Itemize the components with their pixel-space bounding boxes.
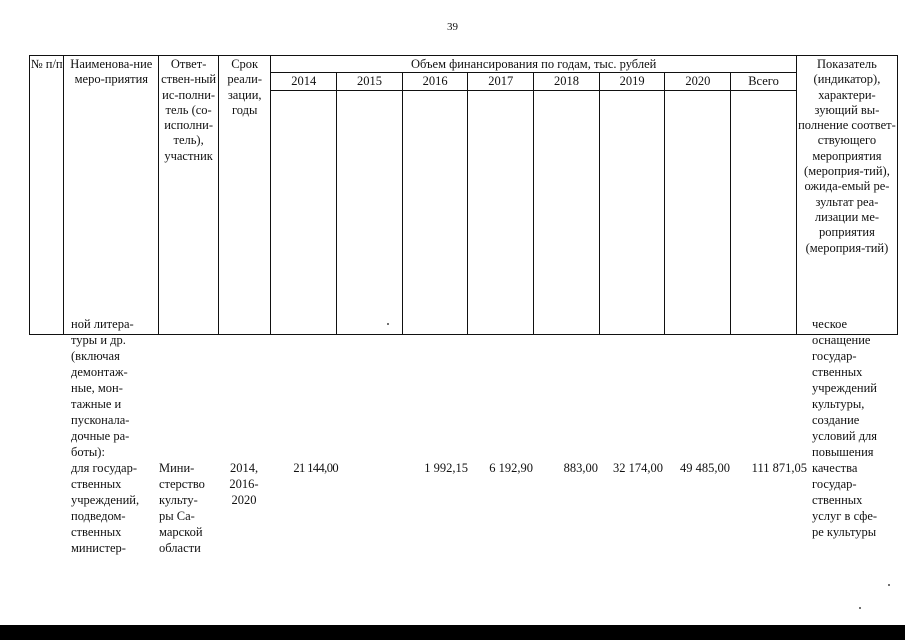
header-year-2014: 2014 [271,73,337,90]
financing-table-header [29,55,898,335]
header-term: Срок реали-зации, годы [218,56,271,335]
indicator-line: культуры, [812,397,865,411]
header-spacer [402,90,468,334]
indicator-line: ственных [812,493,863,507]
name-line: туры и др. [71,333,126,347]
name-line: ственных [71,477,122,491]
name-line: боты): [71,445,105,459]
header-name: Наименова-ние меро-приятия [64,56,159,335]
value-2019: 32 174,00 [613,461,663,475]
value-2014: 21 144,00 [293,461,338,475]
scan-speck [387,323,389,325]
name-line: демонтаж- [71,365,128,379]
indicator-column [812,316,898,540]
indicator-line: ре культуры [812,525,877,539]
name-line: ные, мон- [71,381,123,395]
header-year-2019: 2019 [599,73,665,90]
header-financing: Объем финансирования по годам, тыс. рублей [271,56,796,73]
name-line: (включая [71,349,120,363]
header-year-2020: 2020 [665,73,731,90]
header-spacer [731,90,797,334]
name-line: учреждений, [71,493,140,507]
indicator-line: создание [812,413,860,427]
scan-bottom-border [0,625,905,640]
header-spacer [337,90,403,334]
name-line: дочные ра- [71,429,130,443]
header-total: Всего [731,73,797,90]
header-year-2018: 2018 [534,73,600,90]
header-num: № п/п [30,56,64,335]
responsible-line: стерство [159,477,205,491]
header-spacer [534,90,600,334]
name-line: тажные и [71,397,122,411]
responsible-line: культу- [159,493,198,507]
indicator-line: государ- [812,349,857,363]
term-line: 2014, [229,461,259,475]
responsible-line: ры Са- [159,509,195,523]
responsible-line: области [159,541,201,555]
responsible-line: марской [159,525,203,539]
name-line: министер- [71,541,126,555]
value-total: 111 871,05 [751,461,807,475]
value-2016: 1 992,15 [424,461,468,475]
header-indicator: Показатель (индикатор), характери-зующий вы-полнение соответ-ствующего мероприятия (мероприя-тий), ожида-емый ре-зультат реа-лизации ме-роприятия (мероприя-тий) [796,56,897,335]
name-line: подведом- [71,509,126,523]
page-number: 39 [447,21,458,33]
name-line: для государ- [71,461,138,475]
header-spacer [599,90,665,334]
header-spacer [665,90,731,334]
responsible-line: Мини- [159,461,195,475]
indicator-line: оснащение [812,333,871,347]
indicator-line: ственных [812,365,863,379]
value-2018: 883,00 [563,461,598,475]
header-year-2016: 2016 [402,73,468,90]
term-column [219,460,269,508]
indicator-line: услуг в сфе- [812,509,878,523]
indicator-line: качества [812,461,858,475]
responsible-column [159,460,217,556]
table-body [29,316,898,566]
name-line: ственных [71,525,122,539]
measure-name-column [71,316,157,556]
header-spacer [468,90,534,334]
name-line: ной литера- [71,317,134,331]
scan-speck [888,584,890,586]
scan-speck [859,607,861,609]
value-2017: 6 192,90 [489,461,533,475]
term-line: 2016- [229,477,259,491]
term-line: 2020 [231,493,257,507]
header-year-2017: 2017 [468,73,534,90]
indicator-line: повышения [812,445,874,459]
indicator-line: учреждений [812,381,877,395]
indicator-line: условий для [812,429,878,443]
header-responsible: Ответ-ствен-ный ис-полни-тель (со-исполни-тель), участник [159,56,219,335]
name-line: пусконала- [71,413,130,427]
header-spacer [271,90,337,334]
indicator-line: ческое [812,317,848,331]
indicator-line: государ- [812,477,857,491]
header-year-2015: 2015 [337,73,403,90]
value-2020: 49 485,00 [680,461,730,475]
